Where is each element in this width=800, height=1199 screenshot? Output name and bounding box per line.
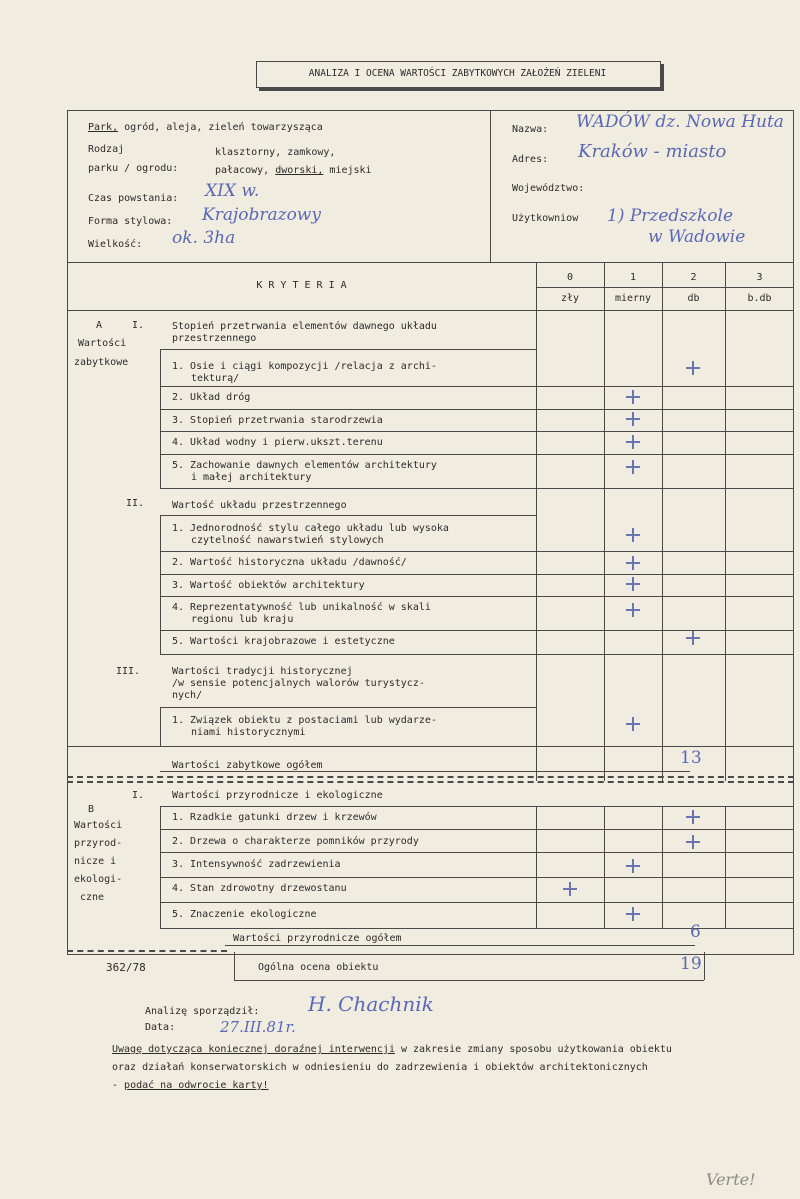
plus-mark-b-4: [563, 882, 577, 896]
score-label-1: mierny: [614, 293, 652, 304]
col-line-2: [662, 262, 663, 781]
g1-row-1-l2: tekturą/: [191, 373, 240, 384]
wielkosc-value: ok. 3ha: [172, 228, 236, 248]
col-line-1: [604, 262, 605, 781]
note-line-2: oraz działań konserwatorskich w odniesieniu do zadrzewienia i obiektów architektonicznych: [112, 1062, 648, 1073]
plus-mark-g3-1: [626, 717, 640, 731]
score-1: 1: [629, 272, 637, 283]
adres-value: Kraków - miasto: [578, 141, 727, 162]
section-a-roman-2: II.: [126, 498, 145, 509]
score-2: 2: [690, 272, 697, 283]
wojewodztwo-label: Województwo:: [512, 183, 585, 194]
g1-line-5: [160, 488, 794, 489]
group-1-heading-1: Stopień przetrwania elementów dawnego układu: [172, 321, 437, 332]
section-separator-2: [67, 781, 794, 783]
data-value: 27.III.81r.: [220, 1018, 296, 1036]
total-b-underline: [225, 945, 695, 946]
g2-line-2: [160, 574, 794, 575]
col-line-2-b: [662, 806, 663, 928]
section-a-roman-3: III.: [116, 666, 141, 677]
g1-row-5-l2: i małej architektury: [191, 472, 312, 483]
scores-divider: [536, 287, 794, 288]
plus-mark-g2-1: [626, 528, 640, 542]
uzytkownik-label: Użytkowniow: [512, 213, 579, 224]
rodzaj-options-2: pałacowy, dworski, miejski: [215, 165, 372, 176]
rodzaj-label: Rodzaj: [88, 144, 125, 155]
plus-mark-b-2: [686, 835, 700, 849]
overall-value: 19: [680, 954, 702, 974]
wielkosc-label: Wielkość:: [88, 239, 143, 250]
col-line-0-b: [536, 806, 537, 928]
header-divider: [490, 110, 491, 262]
g3-line-1: [67, 746, 794, 747]
g3-row-1-l1: 1. Związek obiektu z postaciami lub wydarze-: [172, 715, 437, 726]
g2-row-4-l1: 4. Reprezentatywność lub unikalność w skali: [172, 602, 431, 613]
score-3: 3: [756, 272, 763, 283]
forma-value: Krajobrazowy: [202, 205, 321, 225]
group-2-heading: Wartość układu przestrzennego: [172, 500, 347, 511]
score-label-3: b.db: [747, 293, 772, 304]
overall-label: Ogólna ocena obiektu: [258, 962, 379, 973]
g2-row-1-l1: 1. Jednorodność stylu całego układu lub wysoka: [172, 523, 449, 534]
section-b-head-line: [160, 806, 794, 807]
b-row-1: 1. Rzadkie gatunki drzew i krzewów: [172, 812, 377, 823]
section-b-side-4: ekologi-: [74, 874, 123, 885]
group-2-left-line: [160, 515, 161, 655]
total-b-label: Wartości przyrodnicze ogółem: [233, 933, 402, 944]
adres-label: Adres:: [512, 154, 549, 165]
plus-mark-g1-1: [686, 361, 700, 375]
b-row-4: 4. Stan zdrowotny drzewostanu: [172, 883, 347, 894]
group-1-heading-2: przestrzennego: [172, 333, 257, 344]
g2-row-5-l1: 5. Wartości krajobrazowe i estetyczne: [172, 636, 395, 647]
g1-row-2-l1: 2. Układ dróg: [172, 392, 251, 403]
rodzaj-options-1: klasztorny, zamkowy,: [215, 147, 336, 158]
section-separator-3: [67, 950, 227, 952]
plus-mark-g1-4: [626, 435, 640, 449]
g1-row-4-l1: 4. Układ wodny i pierw.ukszt.terenu: [172, 437, 383, 448]
g1-row-1-l1: 1. Osie i ciągi kompozycji /relacja z archi-: [172, 361, 437, 372]
plus-mark-b-1: [686, 810, 700, 824]
group-3-head-line: [160, 707, 536, 708]
criteria-header-bottom: [67, 310, 794, 311]
overall-right-line: [704, 952, 705, 980]
g1-line-1: [160, 386, 794, 387]
col-line-1-b: [604, 806, 605, 928]
section-b-side-5: czne: [80, 892, 105, 903]
plus-mark-g1-5: [626, 460, 640, 474]
group-1-head-line: [160, 349, 536, 350]
parku-label: parku / ogrodu:: [88, 163, 179, 174]
b-row-2: 2. Drzewa o charakterze pomników przyrody: [172, 836, 419, 847]
b-line-2: [160, 852, 794, 853]
b-line-1: [160, 829, 794, 830]
section-a-label: A: [96, 320, 103, 331]
page-title: ANALIZA I OCENA WARTOŚCI ZABYTKOWYCH ZAŁOŻEŃ ZIELENI: [308, 68, 607, 79]
group-1-left-line: [160, 349, 161, 489]
g1-line-3: [160, 431, 794, 432]
plus-mark-g2-2: [626, 556, 640, 570]
b-line-4: [160, 902, 794, 903]
plus-mark-g2-3: [626, 577, 640, 591]
type-line: Park, ogród, aleja, zieleń towarzysząca: [88, 122, 323, 133]
section-b-side-1: Wartości: [74, 820, 123, 831]
total-a-value: 13: [680, 748, 702, 768]
plus-mark-b-5: [626, 907, 640, 921]
b-line-3: [160, 877, 794, 878]
g1-line-4: [160, 454, 794, 455]
header-bottom-line: [67, 262, 794, 263]
note-line-3: - podać na odwrocie karty!: [112, 1080, 269, 1091]
col-line-3: [725, 262, 726, 781]
verte-note: Verte!: [706, 1170, 756, 1189]
nazwa-value: WADÓW dz. Nowa Huta: [576, 112, 784, 132]
g1-line-2: [160, 409, 794, 410]
czas-value: XIX w.: [205, 181, 260, 201]
section-b-label: B: [88, 804, 95, 815]
g2-line-3: [160, 596, 794, 597]
kryteria-heading: K R Y T E R I A: [256, 280, 347, 291]
score-label-2: db: [687, 293, 700, 304]
g2-row-1-l2: czytelność nawarstwień stylowych: [191, 535, 384, 546]
section-a-zabytkowe: zabytkowe: [74, 357, 129, 368]
section-b-heading: Wartości przyrodnicze i ekologiczne: [172, 790, 383, 801]
b-row-3: 3. Intensywność zadrzewienia: [172, 859, 341, 870]
score-label-0: zły: [560, 293, 580, 304]
note-line-1: Uwagę dotycząca koniecznej doraźnej interwencji w zakresie zmiany sposobu użytkowania obiektu: [112, 1044, 672, 1055]
group-2-head-line: [160, 515, 536, 516]
g1-row-5-l1: 5. Zachowanie dawnych elementów architektury: [172, 460, 437, 471]
total-a-underline: [160, 771, 690, 772]
analize-signature: H. Chachnik: [308, 992, 434, 1016]
section-a-wartosci: Wartości: [78, 338, 127, 349]
group-3-left-line: [160, 707, 161, 746]
analize-label: Analizę sporządził:: [145, 1006, 260, 1017]
g2-row-4-l2: regionu lub kraju: [191, 614, 294, 625]
section-b-side-2: przyrod-: [74, 838, 123, 849]
group-3-heading-3: nych/: [172, 690, 203, 701]
uzytkownik-value-2: w Wadowie: [648, 227, 746, 247]
nazwa-label: Nazwa:: [512, 124, 549, 135]
uzytkownik-value-1: 1) Przedszkole: [607, 206, 734, 226]
g2-row-3-l1: 3. Wartość obiektów architektury: [172, 580, 365, 591]
group-3-heading-1: Wartości tradycji historycznej: [172, 666, 353, 677]
total-b-value: 6: [690, 922, 701, 942]
plus-mark-g2-5: [686, 631, 700, 645]
plus-mark-g1-3: [626, 412, 640, 426]
g1-row-3-l1: 3. Stopień przetrwania starodrzewia: [172, 415, 383, 426]
data-label: Data:: [145, 1022, 176, 1033]
section-separator-1: [67, 776, 794, 778]
czas-label: Czas powstania:: [88, 193, 179, 204]
section-b-side-3: nicze i: [74, 856, 117, 867]
score-0: 0: [566, 272, 574, 283]
overall-bottom-line: [234, 980, 704, 981]
section-b-roman-1: I.: [132, 790, 145, 801]
col-line-0: [536, 262, 537, 781]
overall-left-line: [234, 952, 235, 980]
plus-mark-g2-4: [626, 603, 640, 617]
total-a-label: Wartości zabytkowe ogółem: [172, 760, 323, 771]
group-3-heading-2: /w sensie potencjalnych walorów turystycz-: [172, 678, 425, 689]
g2-line-1: [160, 551, 794, 552]
forma-label: Forma stylowa:: [88, 216, 173, 227]
section-b-left-line: [160, 806, 161, 928]
archive-number: 362/78: [106, 961, 146, 974]
plus-mark-b-3: [626, 859, 640, 873]
g2-row-2-l1: 2. Wartość historyczna układu /dawność/: [172, 557, 407, 568]
section-a-roman-1: I.: [132, 320, 145, 331]
g2-line-5: [160, 654, 794, 655]
plus-mark-g1-2: [626, 390, 640, 404]
b-row-5: 5. Znaczenie ekologiczne: [172, 909, 317, 920]
g3-row-1-l2: niami historycznymi: [191, 727, 306, 738]
col-line-3-b: [725, 806, 726, 928]
